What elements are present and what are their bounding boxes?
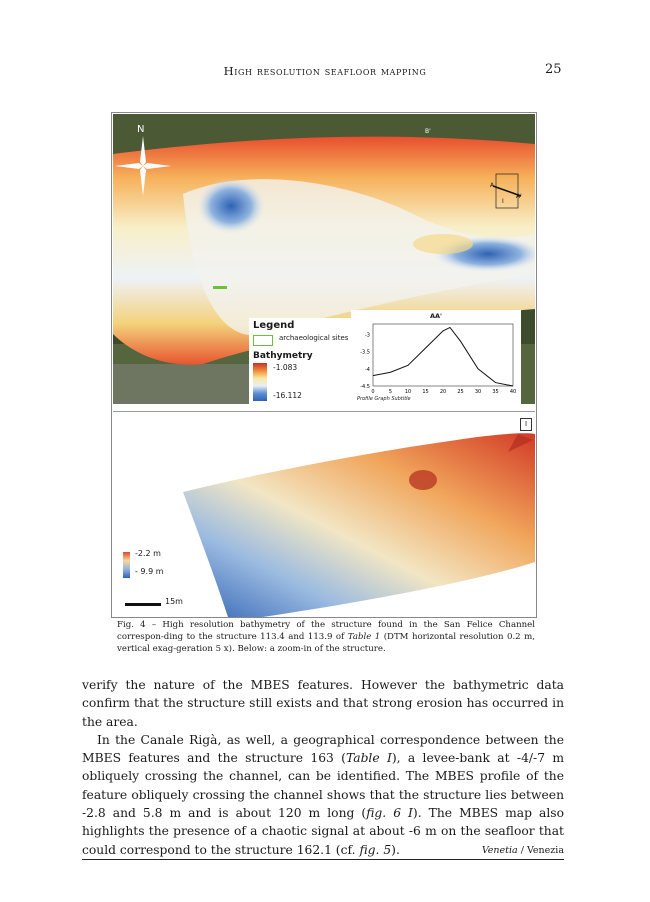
b-prime-label: B' [425, 128, 431, 135]
profile-x-tick: 5 [388, 389, 393, 395]
profile-y-tick: -4.5 [360, 384, 370, 390]
map-legend [249, 318, 353, 404]
profile-x-tick: 35 [492, 389, 499, 395]
profile-x-tick: 20 [439, 389, 447, 395]
bathymetry-map [113, 114, 535, 404]
archaeological-swatch [253, 335, 273, 346]
profile-axes-frame [373, 324, 513, 386]
bathymetry-color-ramp [253, 363, 267, 401]
zoom-color-ramp [123, 552, 130, 578]
legend-archaeological: archaeological sites [279, 334, 349, 342]
legend-title: Legend [253, 320, 295, 331]
profile-line [373, 327, 513, 386]
profile-x-tick: 0 [371, 389, 375, 395]
running-header: High resolution seafloor mapping [223, 64, 427, 78]
zoom-min-value: - 9.9 m [135, 567, 164, 576]
legend-max-value: -1.083 [273, 363, 298, 372]
profile-y-tick: -4 [365, 366, 370, 373]
scale-bar [125, 603, 161, 606]
legend-min-value: -16.112 [273, 391, 302, 400]
page-number: 25 [545, 62, 562, 77]
zoom-panel-tag: I [520, 418, 532, 431]
profile-plot [351, 310, 521, 404]
a-label: A [490, 182, 495, 189]
profile-x-tick: 15 [422, 389, 429, 395]
profile-x-tick: 25 [457, 389, 464, 395]
profile-y-tick: -3 [365, 332, 370, 339]
figure-4 [111, 112, 537, 618]
figure-caption: Fig. 4 – High resolution bathymetry of the structure found in the San Felice Channel correspon-ding to the structure 113.4 and 113.9 of Table 1 (DTM horizontal resolution 0.2 m, vertical exag-geration 5 x). Below: a zoom-in of the structure. [117, 620, 535, 655]
zoom-in-image [113, 412, 535, 617]
i-label: I [502, 198, 504, 205]
profile-title: AA' [429, 312, 443, 320]
footer-rule [82, 859, 564, 860]
paragraph-2: In the Canale Rigà, as well, a geographical correspondence between the MBES features and the structure 163 (Table I), a levee-bank at -4/-7 m obliquely crossing the channel, can be identified. The MBES profile of the feature obliquely crossing the channel shows that the structure lies between -2.8 and 5.8 m and is about 120 m long (fig. 6 I). The MBES map also highlights the presence of a chaotic signal at about -6 m on the seafloor that could correspond to the structure 162.1 (cf. fig. 5). [82, 732, 565, 857]
profile-x-tick: 30 [474, 389, 482, 395]
legend-bathymetry: Bathymetry [253, 351, 313, 361]
body-text [82, 676, 564, 859]
scale-label: 15m [165, 597, 183, 606]
profile-caption: Profile Graph Subtitle [357, 396, 411, 402]
paragraph-1: verify the nature of the MBES features. However the bathymetric data confirm that the structure still exists and that strong erosion has occurred in the area. [82, 678, 564, 729]
a-prime-label: A' [516, 193, 522, 200]
zoom-in-view [113, 411, 535, 617]
north-label: N [137, 124, 145, 135]
zoom-max-value: -2.2 m [135, 549, 161, 558]
profile-x-tick: 10 [404, 389, 412, 395]
profile-graph [351, 310, 521, 404]
profile-x-tick: 40 [509, 389, 517, 395]
profile-y-tick: -3.5 [360, 349, 370, 356]
footer-journal: Venetia / Venezia [481, 845, 564, 856]
